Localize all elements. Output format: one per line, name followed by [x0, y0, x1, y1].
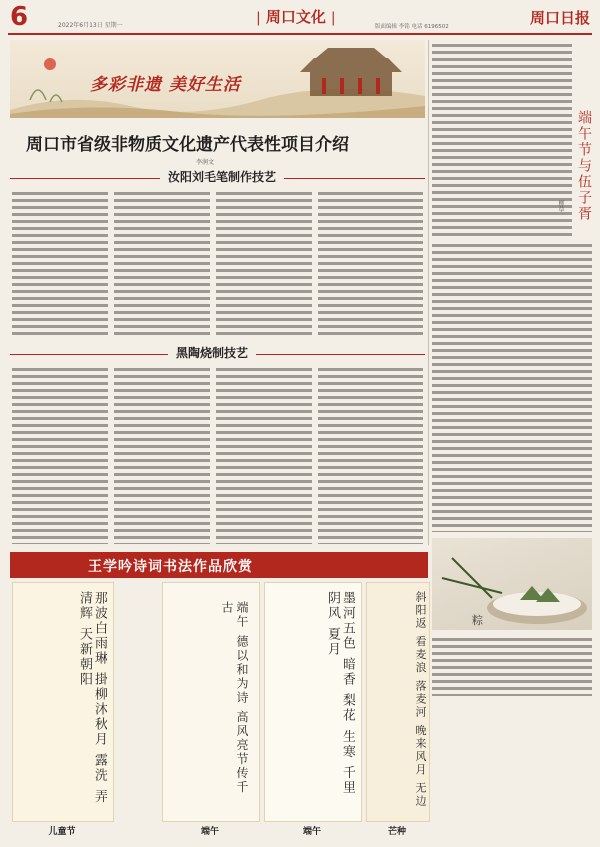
svg-text:粽: 粽 — [472, 614, 483, 627]
calligraphy-banner-title: 王学吟诗词书法作品欣赏 — [88, 559, 253, 575]
article-author: 李润文 — [196, 159, 215, 166]
calligraphy-caption-4: 芒种 — [387, 827, 406, 837]
section2-column-4 — [318, 366, 423, 544]
essay-title: 端午节与伍子胥 — [576, 110, 592, 222]
banner-slogan: 多彩非遗 美好生活 — [90, 75, 241, 95]
calligraphy-work-3 — [264, 582, 362, 822]
section1-column-4 — [318, 190, 423, 338]
essay-body-text — [432, 242, 592, 532]
calligraphy-work-1-text: 那波白雨琳 掛柳沐秋月 露洗 弄清辉 天新朝阳 — [77, 591, 107, 805]
calligraphy-caption-1: 儿童节 — [48, 827, 76, 837]
calligraphy-work-1 — [12, 582, 114, 822]
calligraphy-work-4-text: 斜阳返 看麦浪 落麦河 晚来风月 无边 — [414, 591, 427, 808]
essay-author: 柳草 — [557, 200, 564, 212]
calligraphy-banner — [10, 552, 428, 578]
section2-column-3 — [216, 366, 312, 544]
calligraphy-caption-2: 端午 — [200, 827, 219, 837]
section-title: 周口文化 — [265, 8, 326, 26]
date-line: 2022年6月13日 星期一 — [58, 22, 123, 29]
essay-closing-text — [432, 636, 592, 696]
essay-intro-text — [432, 42, 572, 237]
section1-column-2 — [114, 190, 210, 338]
column-divider — [428, 40, 429, 545]
banner-image — [10, 40, 425, 118]
paper-name: 周口日报 — [530, 9, 591, 27]
calligraphy-caption-3: 端午 — [302, 827, 321, 837]
article-title: 周口市省级非物质文化遗产代表性项目介绍 — [26, 135, 349, 155]
section2-column-2 — [114, 366, 210, 544]
section2-heading — [10, 344, 425, 360]
calligraphy-work-2 — [162, 582, 260, 822]
calligraphy-work-3-text: 墨河五色 暗香 梨花 生寒 千里 阴风 夏月 — [325, 591, 355, 796]
calligraphy-work-4 — [366, 582, 430, 822]
section1-column-1 — [12, 190, 108, 338]
section2-title: 黑陶烧制技艺 — [168, 344, 256, 361]
section1-column-3 — [216, 190, 312, 338]
calligraphy-work-2-text: 端午 德以和为诗 高风亮节传千古 — [220, 601, 249, 795]
section2-column-1 — [12, 366, 108, 544]
essay-photo — [432, 538, 592, 630]
zongzi-illustration — [432, 538, 592, 630]
masthead — [0, 0, 600, 36]
section-name: | 周口文化 | — [256, 8, 336, 26]
section1-heading — [10, 168, 425, 184]
section1-title: 汝阳刘毛笔制作技艺 — [160, 168, 284, 185]
editor-line: 版面编辑 李铭 电话 6196502 — [375, 24, 449, 30]
header-rule — [8, 33, 592, 35]
page-number: 6 — [10, 2, 29, 32]
